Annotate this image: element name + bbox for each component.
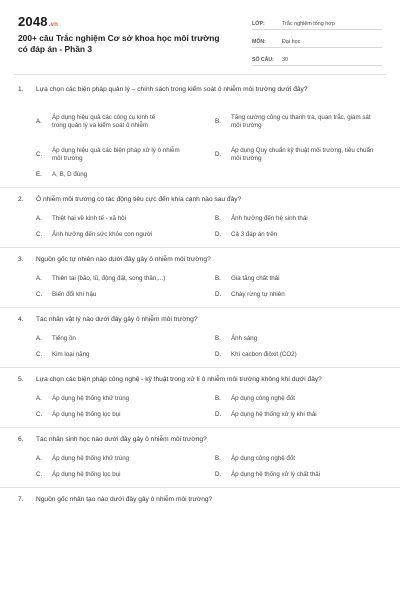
option-d[interactable] (215, 469, 382, 481)
question-number: 7. (18, 496, 24, 503)
option-text: Thiệt hại về kinh tế - xã hội (52, 214, 126, 222)
option-letter: B. (215, 274, 221, 282)
option-text: Cả 3 đáp án trên (231, 230, 278, 238)
question-5 (0, 368, 400, 428)
option-list (18, 333, 382, 361)
option-text: Ảnh hưởng đến hệ sinh thái (231, 214, 308, 222)
meta-value: Đại học (282, 39, 301, 45)
meta-label: LỚP: (252, 21, 265, 27)
option-e[interactable] (36, 169, 382, 181)
option-text: A, B, D đúng (52, 170, 88, 178)
option-c[interactable] (36, 409, 203, 421)
option-letter: D. (215, 350, 222, 358)
question-1 (0, 78, 400, 188)
question-number: 1. (18, 86, 24, 93)
meta-value: 30 (282, 57, 288, 63)
option-letter: A. (36, 454, 42, 462)
document-meta (252, 14, 382, 68)
option-text: Biến đổi khí hậu (52, 290, 97, 298)
option-letter: C. (36, 470, 43, 478)
option-letter: A. (36, 274, 42, 282)
option-text: Tăng cường công cụ thanh tra, quan trắc, giám sát môi trường (231, 113, 371, 129)
meta-label: SỐ CÂU: (252, 57, 274, 63)
question-text: Nguồn gốc nhân tạo nào dưới đây gây ô nhiễm môi trường? (36, 496, 213, 503)
option-letter: B. (215, 334, 221, 342)
option-letter: C. (36, 230, 43, 238)
option-list (18, 103, 382, 181)
option-c[interactable] (36, 349, 203, 361)
option-text: Áp dụng hệ thống xử lý khí thải (231, 410, 317, 418)
option-c[interactable] (36, 469, 203, 481)
question-text: Tác nhân vật lý nào dưới đây gây ô nhiễm môi trường? (36, 316, 198, 323)
option-list (18, 393, 382, 421)
meta-value: Trắc nghiệm tổng hợp (282, 21, 335, 27)
option-b[interactable] (215, 333, 382, 345)
option-text: Áp dụng công nghệ đốt (231, 394, 295, 402)
option-b[interactable] (215, 393, 382, 405)
option-text: Áp dụng công nghệ đốt (231, 454, 295, 462)
meta-label: MÔN: (252, 39, 266, 45)
meta-subject-row (252, 32, 382, 48)
question-text: Lựa chọn các biện pháp quản lý – chính sách trong kiểm soát ô nhiễm môi trường dưới đây? (36, 86, 308, 93)
option-letter: C. (36, 410, 43, 418)
option-text: Ảnh hưởng đến sức khỏe con người (52, 230, 153, 238)
question-3 (0, 248, 400, 308)
option-letter: C. (36, 350, 43, 358)
option-a[interactable] (36, 273, 203, 285)
option-list (18, 453, 382, 481)
meta-count-row (252, 50, 382, 66)
option-text: Áp dụng Quy chuẩn kỹ thuật môi trường, tiêu chuẩn môi trường (231, 146, 374, 162)
option-text: Áp dụng hệ thống xử lý chất thải (231, 470, 321, 478)
option-c[interactable] (36, 289, 203, 301)
option-letter: B. (215, 214, 221, 222)
option-a[interactable] (36, 453, 203, 465)
option-letter: C. (36, 290, 43, 298)
option-text: Áp dụng hiệu quả các công cụ kinh tế trong quản lý và kiểm soát ô nhiễm (52, 113, 156, 129)
option-letter: A. (36, 214, 42, 222)
document-title: 200+ câu Trắc nghiệm Cơ sở khoa học môi trường có đáp án - Phần 3 (18, 33, 220, 54)
question-text: Nguồn gốc tự nhiên nào dưới đây gây ô nhiễm môi trường? (36, 256, 211, 263)
option-d[interactable] (215, 145, 382, 165)
option-c[interactable] (36, 229, 203, 241)
option-a[interactable] (36, 393, 203, 405)
question-number: 4. (18, 316, 24, 323)
question-list (0, 78, 400, 510)
header-divider (14, 74, 386, 75)
question-7 (0, 488, 400, 510)
option-letter: B. (215, 117, 221, 125)
option-list (18, 273, 382, 301)
option-text: Áp dụng hệ thống khử trùng (52, 394, 130, 402)
question-2 (0, 188, 400, 248)
option-letter: B. (215, 454, 221, 462)
document-header (0, 0, 400, 78)
option-a[interactable] (36, 103, 203, 141)
option-a[interactable] (36, 213, 203, 225)
option-list (18, 213, 382, 241)
option-text: Áp dụng hệ thống khử trùng (52, 454, 130, 462)
option-text: Áp dụng hệ thống lọc bụi (52, 410, 121, 418)
option-letter: D. (215, 230, 222, 238)
option-letter: D. (215, 150, 222, 158)
option-text: Gia tăng chất thải (231, 274, 280, 282)
question-number: 2. (18, 196, 24, 203)
option-letter: A. (36, 334, 42, 342)
option-b[interactable] (215, 453, 382, 465)
option-letter: C. (36, 150, 43, 158)
option-d[interactable] (215, 229, 382, 241)
option-d[interactable] (215, 289, 382, 301)
question-number: 5. (18, 376, 24, 383)
option-text: Khí cacbon điôxit (CO2) (231, 350, 297, 358)
option-letter: E. (36, 170, 42, 178)
question-text: Lựa chọn các biện pháp công nghệ - kỹ thuật trong xử lí ô nhiễm môi trường không khí dưới đây? (36, 376, 322, 383)
option-text: Tiếng ồn (52, 334, 76, 342)
option-letter: D. (215, 290, 222, 298)
meta-class-row (252, 14, 382, 30)
option-text: Áp dụng hiệu quả các biện pháp xử lý ô nhiễm môi trường (52, 146, 180, 162)
option-text: Ánh sáng (231, 334, 258, 342)
option-text: Thiên tai (bão, lũ, động đất, song thần,...) (52, 274, 166, 282)
option-letter: D. (215, 410, 222, 418)
option-c[interactable] (36, 145, 203, 165)
option-text: Kim loại nặng (52, 350, 90, 358)
option-letter: B. (215, 394, 221, 402)
question-text: Tác nhân sinh học nào dưới đây gây ô nhiễm môi trường? (36, 436, 207, 443)
option-letter: A. (36, 394, 42, 402)
option-letter: D. (215, 470, 222, 478)
option-text: Áp dụng hệ thống lọc bụi (52, 470, 121, 478)
option-text: Cháy rừng tự nhiên (231, 290, 285, 298)
option-a[interactable] (36, 333, 203, 345)
question-4 (0, 308, 400, 368)
question-number: 3. (18, 256, 24, 263)
question-text: Ô nhiễm môi trường có tác động tiêu cực đến khía cạnh nào sau đây? (36, 196, 242, 203)
option-b[interactable] (215, 273, 382, 285)
question-6 (0, 428, 400, 488)
site-logo[interactable]: 2048.vn (18, 14, 59, 29)
option-d[interactable] (215, 349, 382, 361)
option-d[interactable] (215, 409, 382, 421)
option-b[interactable] (215, 213, 382, 225)
option-letter: A. (36, 117, 42, 125)
option-b[interactable] (215, 103, 382, 141)
question-number: 6. (18, 436, 24, 443)
